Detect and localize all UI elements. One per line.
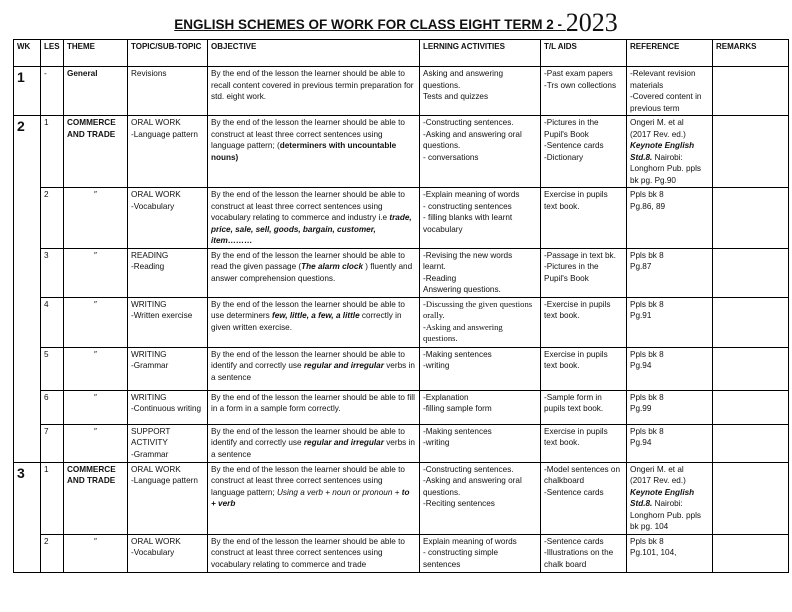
aids-cell: -Passage in text bk. -Pictures in the Pupil's Book xyxy=(541,248,627,297)
objective-cell-segment: regular and irregular xyxy=(303,361,384,370)
objective-cell-segment: determiners with uncountable nouns) xyxy=(211,141,397,162)
remarks-cell xyxy=(713,188,789,249)
title-text: ENGLISH SCHEMES OF WORK FOR CLASS EIGHT TERM 2 - xyxy=(174,17,566,32)
topic-cell: WRITING -Written exercise xyxy=(128,297,208,347)
objective-cell-segment: to + verb xyxy=(211,487,410,508)
lesson-number: 1 xyxy=(41,116,64,188)
week-number: 2 xyxy=(14,116,41,463)
reference-cell-segment: Nairobi: Longhorn Pub. ppls bk pg. 104 xyxy=(630,499,702,531)
objective-cell-segment: verbs in a sentence xyxy=(211,361,415,382)
activities-cell xyxy=(420,67,541,116)
column-header-wk: WK xyxy=(14,40,41,67)
remarks-cell xyxy=(713,297,789,347)
table-row xyxy=(14,424,789,462)
reference-cell xyxy=(627,297,713,347)
objective-cell-segment: By the end of the lesson the learner should be able to construct at least three correct sentences using language pattern; xyxy=(211,464,405,497)
objective-cell-segment: correctly in given written exercise. xyxy=(211,311,402,332)
reference-cell-segment: -Relevant revision materials -Covered content in previous term xyxy=(630,69,702,113)
week-number: 1 xyxy=(14,67,41,116)
objective-cell-segment: By the end of the lesson the learner should be able to read the given passage ( xyxy=(211,250,405,271)
activities-cell xyxy=(420,390,541,424)
activities-cell xyxy=(420,116,541,188)
column-header-theme: THEME xyxy=(64,40,128,67)
activities-cell-segment: -Explain meaning of words - constructing sentences - filling blanks with learnt vocabulary xyxy=(423,190,520,234)
objective-cell-segment: Using a verb + noun or pronoun + xyxy=(277,487,402,497)
objective-cell-segment: By the end of the lesson the learner should be able to identify and correctly use xyxy=(211,426,405,447)
reference-cell xyxy=(627,424,713,462)
reference-cell xyxy=(627,116,713,188)
objective-cell-segment: verbs in a sentence xyxy=(211,438,415,459)
lesson-number: 3 xyxy=(41,248,64,297)
topic-cell: WRITING -Grammar xyxy=(128,347,208,390)
activities-cell xyxy=(420,424,541,462)
column-header-activities: LERNING ACTIVITIES xyxy=(420,40,541,67)
column-header-les: LES xyxy=(41,40,64,67)
remarks-cell xyxy=(713,424,789,462)
objective-cell xyxy=(208,462,420,534)
objective-cell-segment: By the end of the lesson the learner should be able to construct at least three correct sentences using language pattern; ( xyxy=(211,118,405,150)
table-row xyxy=(14,297,789,347)
column-header-reference: REFERENCE xyxy=(627,40,713,67)
reference-cell xyxy=(627,67,713,116)
activities-cell-segment: -Making sentences -writing xyxy=(423,349,492,370)
remarks-cell xyxy=(713,67,789,116)
objective-cell-segment: ) fluently and answer comprehension questions. xyxy=(211,262,413,283)
activities-cell xyxy=(420,297,541,347)
table-row xyxy=(14,67,789,116)
lesson-number: 5 xyxy=(41,347,64,390)
aids-cell: Exercise in pupils text book. xyxy=(541,347,627,390)
objective-cell xyxy=(208,116,420,188)
reference-cell-segment: Ppls bk 8 Pg.99 xyxy=(630,392,664,413)
week-number: 3 xyxy=(14,462,41,572)
activities-cell xyxy=(420,188,541,249)
objective-cell-segment: The alarm clock xyxy=(301,262,364,271)
activities-cell xyxy=(420,347,541,390)
activities-cell xyxy=(420,248,541,297)
column-header-remarks: REMARKS xyxy=(713,40,789,67)
objective-cell-segment: few, little, a few, a little xyxy=(271,311,360,320)
remarks-cell xyxy=(713,248,789,297)
activities-cell-segment: -Constructing sentences. -Asking and answering oral questions. - conversations xyxy=(423,118,522,162)
table-row xyxy=(14,347,789,390)
table-row xyxy=(14,462,789,534)
aids-cell: -Pictures in the Pupil's Book -Sentence cards -Dictionary xyxy=(541,116,627,188)
lesson-number: 1 xyxy=(41,462,64,534)
remarks-cell xyxy=(713,390,789,424)
aids-cell: -Sentence cards -Illustrations on the chalk board xyxy=(541,534,627,572)
theme-cell: COMMERCE AND TRADE xyxy=(64,462,128,534)
reference-cell-segment: Ongeri M. et al (2017 Rev. ed.) xyxy=(630,464,686,485)
topic-cell: ORAL WORK -Vocabulary xyxy=(128,188,208,249)
objective-cell xyxy=(208,248,420,297)
lesson-number: 2 xyxy=(41,188,64,249)
aids-cell: -Exercise in pupils text book. xyxy=(541,297,627,347)
column-header-objective: OBJECTIVE xyxy=(208,40,420,67)
objective-cell-segment: By the end of the lesson the learner should be able to construct at least three correct sentences using vocabulary relating to commerce and industry i.e xyxy=(211,190,405,222)
objective-cell xyxy=(208,297,420,347)
theme-cell: General xyxy=(64,67,128,116)
theme-cell: ″ xyxy=(64,390,128,424)
remarks-cell xyxy=(713,116,789,188)
theme-cell: ″ xyxy=(64,188,128,249)
reference-cell-segment: Ppls bk 8 Pg.86, 89 xyxy=(630,190,666,211)
activities-cell-segment: -Making sentences -writing xyxy=(423,426,492,447)
topic-cell: ORAL WORK -Language pattern xyxy=(128,116,208,188)
reference-cell-segment: Ppls bk 8 Pg.101, 104, xyxy=(630,536,677,557)
theme-cell: ″ xyxy=(64,424,128,462)
lesson-number: 2 xyxy=(41,534,64,572)
topic-cell: READING -Reading xyxy=(128,248,208,297)
reference-cell-segment: Nairobi: Longhorn Pub. ppls bk pg. Pg.90 xyxy=(630,152,702,185)
reference-cell xyxy=(627,462,713,534)
reference-cell-segment: Ppls bk 8 Pg.94 xyxy=(630,349,664,370)
reference-cell-segment: Ppls bk 8 Pg.87 xyxy=(630,250,664,271)
table-row xyxy=(14,534,789,572)
lesson-number: 7 xyxy=(41,424,64,462)
objective-cell xyxy=(208,347,420,390)
reference-cell-segment: Keynote English Std.8. xyxy=(630,141,695,162)
activities-cell xyxy=(420,462,541,534)
table-row xyxy=(14,188,789,249)
objective-cell-segment: regular and irregular xyxy=(303,438,384,447)
remarks-cell xyxy=(713,534,789,572)
remarks-cell xyxy=(713,347,789,390)
objective-cell xyxy=(208,424,420,462)
table-row xyxy=(14,248,789,297)
activities-cell-segment: Asking and answering questions. Tests and quizzes xyxy=(423,69,504,101)
topic-cell: Revisions xyxy=(128,67,208,116)
reference-cell-segment: Ongeri M. et al (2017 Rev. ed.) xyxy=(630,118,686,139)
activities-cell-segment: -Revising the new words learnt. -Reading Answering questions. xyxy=(423,250,513,294)
aids-cell: -Past exam papers -Trs own collections xyxy=(541,67,627,116)
reference-cell-segment: Ppls bk 8 Pg.91 xyxy=(630,299,664,320)
schemes-table xyxy=(13,39,789,573)
reference-cell xyxy=(627,347,713,390)
topic-cell: ORAL WORK -Language pattern xyxy=(128,462,208,534)
theme-cell: ″ xyxy=(64,248,128,297)
reference-cell xyxy=(627,534,713,572)
reference-cell-segment: Keynote English Std.8. xyxy=(630,487,695,508)
lesson-number: 4 xyxy=(41,297,64,347)
reference-cell xyxy=(627,390,713,424)
column-header-aids: T/L AIDS xyxy=(541,40,627,67)
topic-cell: SUPPORT ACTIVITY -Grammar xyxy=(128,424,208,462)
theme-cell: COMMERCE AND TRADE xyxy=(64,116,128,188)
theme-cell: ″ xyxy=(64,297,128,347)
objective-cell-segment: By the end of the lesson the learner should be able to construct at least three correct sentences using vocabulary relating to commerce and trade xyxy=(211,536,405,569)
activities-cell-segment: Explain meaning of words - constructing simple sentences xyxy=(423,536,517,569)
aids-cell: Exercise in pupils text book. xyxy=(541,188,627,249)
column-header-topic: TOPIC/SUB-TOPIC xyxy=(128,40,208,67)
objective-cell-segment: By the end of the lesson the learner should be able to identify and correctly use xyxy=(211,349,405,370)
objective-cell-segment: trade, price, sale, sell, goods, bargain, customer, item……… xyxy=(211,213,412,245)
objective-cell xyxy=(208,390,420,424)
aids-cell: Exercise in pupils text book. xyxy=(541,424,627,462)
activities-cell xyxy=(420,534,541,572)
topic-cell: ORAL WORK -Vocabulary xyxy=(128,534,208,572)
reference-cell xyxy=(627,248,713,297)
reference-cell-segment: Ppls bk 8 Pg.94 xyxy=(630,426,664,447)
lesson-number: 6 xyxy=(41,390,64,424)
theme-cell: ″ xyxy=(64,534,128,572)
objective-cell-segment: By the end of the lesson the learner should be able to fill in a form in a sample form correctly. xyxy=(211,392,415,413)
objective-cell xyxy=(208,188,420,249)
table-row xyxy=(14,390,789,424)
lesson-number: - xyxy=(41,67,64,116)
aids-cell: -Sample form in pupils text book. xyxy=(541,390,627,424)
objective-cell xyxy=(208,67,420,116)
topic-cell: WRITING -Continuous writing xyxy=(128,390,208,424)
table-row xyxy=(14,116,789,188)
activities-cell-segment: -Discussing the given questions orally. -Asking and answering questions. xyxy=(423,298,533,343)
reference-cell xyxy=(627,188,713,249)
objective-cell-segment: By the end of the lesson the learner should be able to recall content covered in previous termin preparation for std. eight work. xyxy=(211,69,414,101)
activities-cell-segment: -Explanation -filling sample form xyxy=(423,392,492,413)
objective-cell-segment: By the end of the lesson the learner should be able to use determiners xyxy=(211,299,405,320)
theme-cell: ″ xyxy=(64,347,128,390)
title-year: 2023 xyxy=(565,8,618,37)
objective-cell xyxy=(208,534,420,572)
aids-cell: -Model sentences on chalkboard -Sentence cards xyxy=(541,462,627,534)
activities-cell-segment: -Constructing sentences. -Asking and answering oral questions. -Reciting sentences xyxy=(423,464,522,508)
document-title xyxy=(0,8,792,38)
remarks-cell xyxy=(713,462,789,534)
table-header-row xyxy=(14,40,789,67)
